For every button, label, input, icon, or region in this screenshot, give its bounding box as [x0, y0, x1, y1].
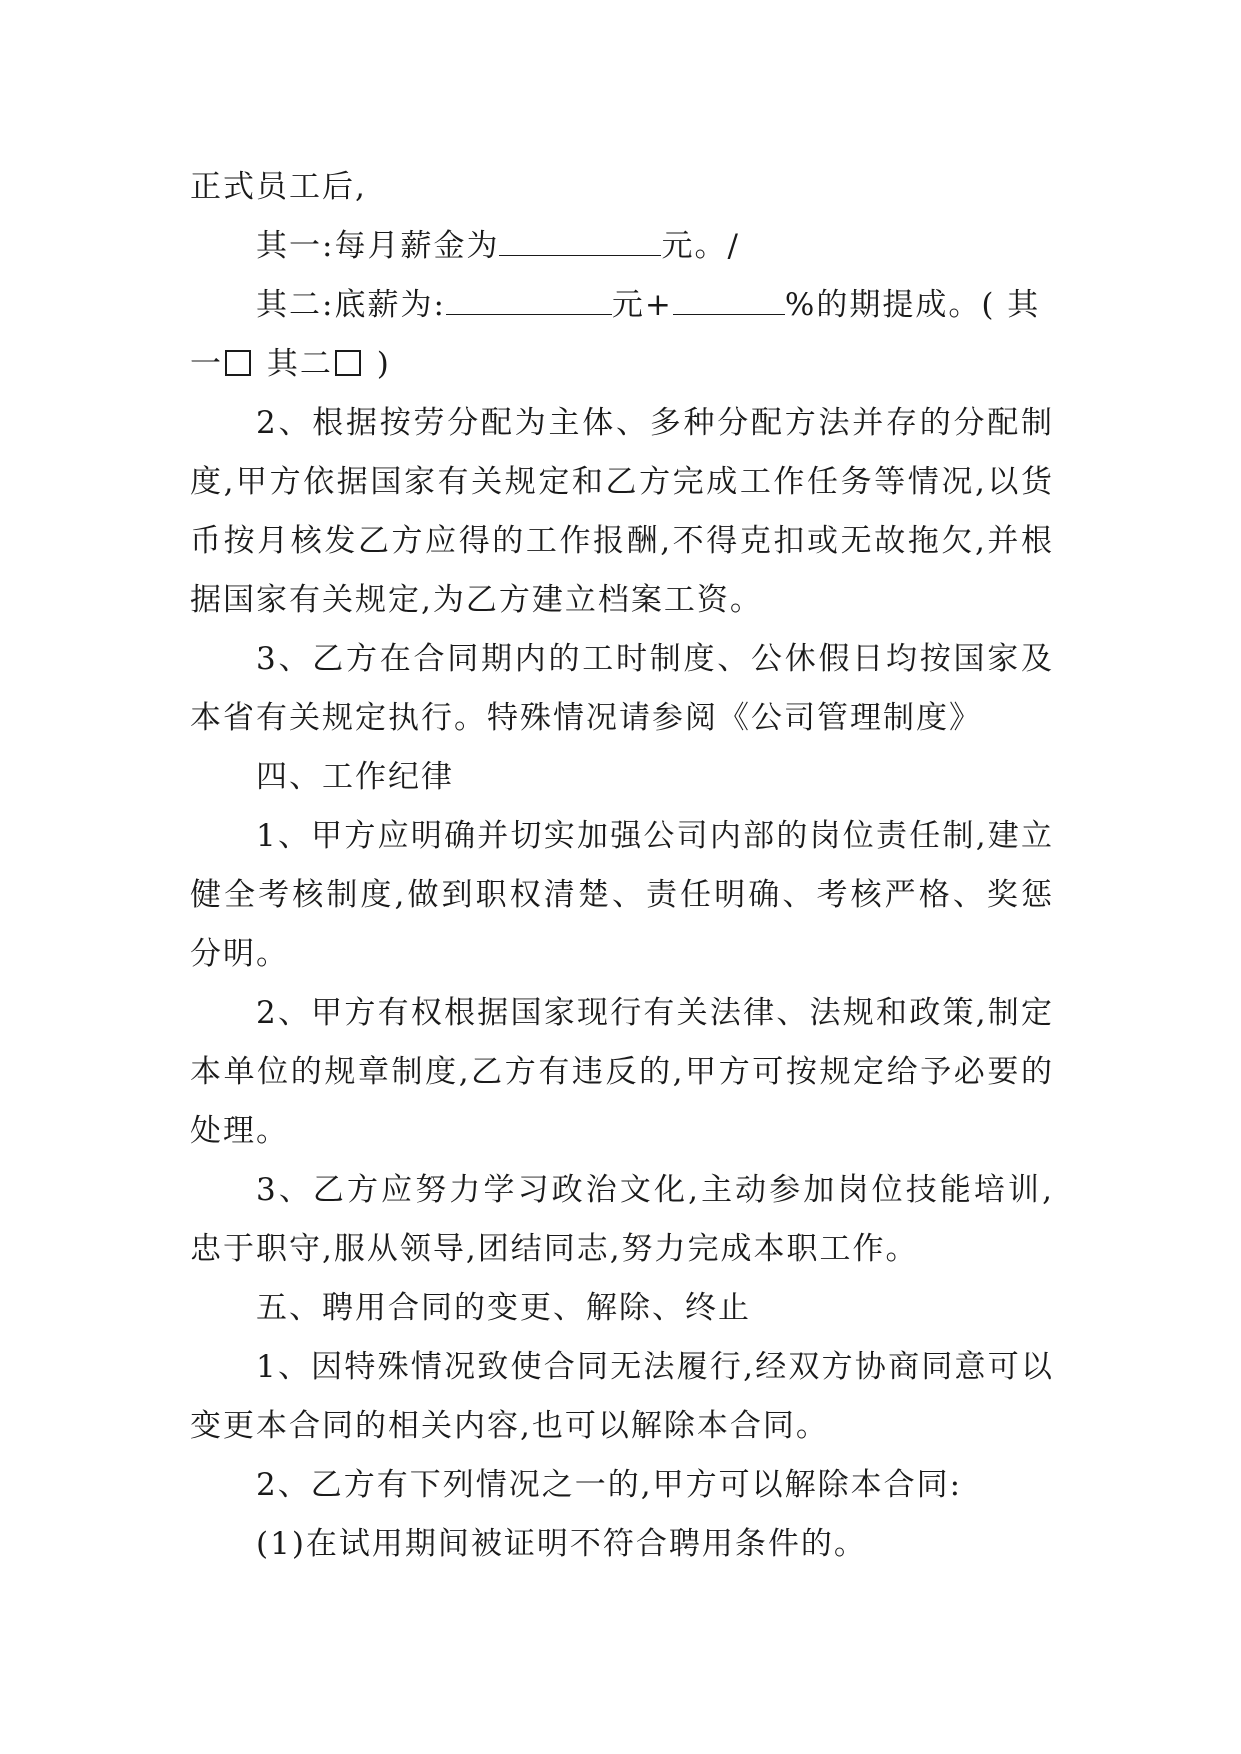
paragraph-contract-change-2: 2、乙方有下列情况之一的,甲方可以解除本合同: — [256, 1467, 963, 1503]
salary-option-two — [190, 276, 1054, 394]
paragraph-formal-employee: 正式员工后, — [190, 169, 367, 205]
option-two-checkbox[interactable] — [335, 350, 361, 376]
commission-percent-blank[interactable] — [673, 284, 785, 315]
paragraph-contract-change-1: 1、因特殊情况致使合同无法履行,经双方协商同意可以变更本合同的相关内容,也可以解除本合同。 — [190, 1349, 1054, 1444]
contract-body — [190, 158, 1054, 1574]
option-one-suffix: 元。/ — [661, 228, 740, 264]
base-salary-blank[interactable] — [446, 284, 612, 315]
option-two-label: 其二:底薪为: — [256, 287, 446, 323]
monthly-salary-blank[interactable] — [499, 225, 661, 256]
option-choice-one-label: 一 — [190, 346, 223, 382]
option-one-label: 其一:每月薪金为 — [256, 228, 500, 264]
paragraph-contract-change-item-1: (1)在试用期间被证明不符合聘用条件的。 — [256, 1526, 867, 1562]
salary-option-one — [190, 217, 1054, 276]
paragraph-working-hours: 3、乙方在合同期内的工时制度、公休假日均按国家及本省有关规定执行。特殊情况请参阅《公司管理制度》 — [190, 641, 1054, 736]
paragraph-discipline-3: 3、乙方应努力学习政治文化,主动参加岗位技能培训,忠于职守,服从领导,团结同志,努力完成本职工作。 — [190, 1172, 1054, 1267]
option-choice-close: ) — [364, 346, 391, 382]
section-heading-discipline: 四、工作纪律 — [256, 759, 454, 795]
section-heading-contract-change: 五、聘用合同的变更、解除、终止 — [256, 1290, 751, 1326]
paragraph-salary-distribution: 2、根据按劳分配为主体、多种分配方法并存的分配制度,甲方依据国家有关规定和乙方完成工作任务等情况,以货币按月核发乙方应得的工作报酬,不得克扣或无故拖欠,并根据国家有关规定,为乙方建立档案工资。 — [190, 405, 1054, 618]
option-one-checkbox[interactable] — [225, 350, 251, 376]
paragraph-discipline-2: 2、甲方有权根据国家现行有关法律、法规和政策,制定本单位的规章制度,乙方有违反的,甲方可按规定给予必要的处理。 — [190, 995, 1054, 1149]
option-two-mid: 元+ — [611, 287, 673, 323]
paragraph-discipline-1: 1、甲方应明确并切实加强公司内部的岗位责任制,建立健全考核制度,做到职权清楚、责任明确、考核严格、奖惩分明。 — [190, 818, 1054, 972]
option-two-suffix: %的期提成。( 其 — [784, 287, 1041, 323]
option-choice-two-label: 其二 — [255, 346, 333, 382]
